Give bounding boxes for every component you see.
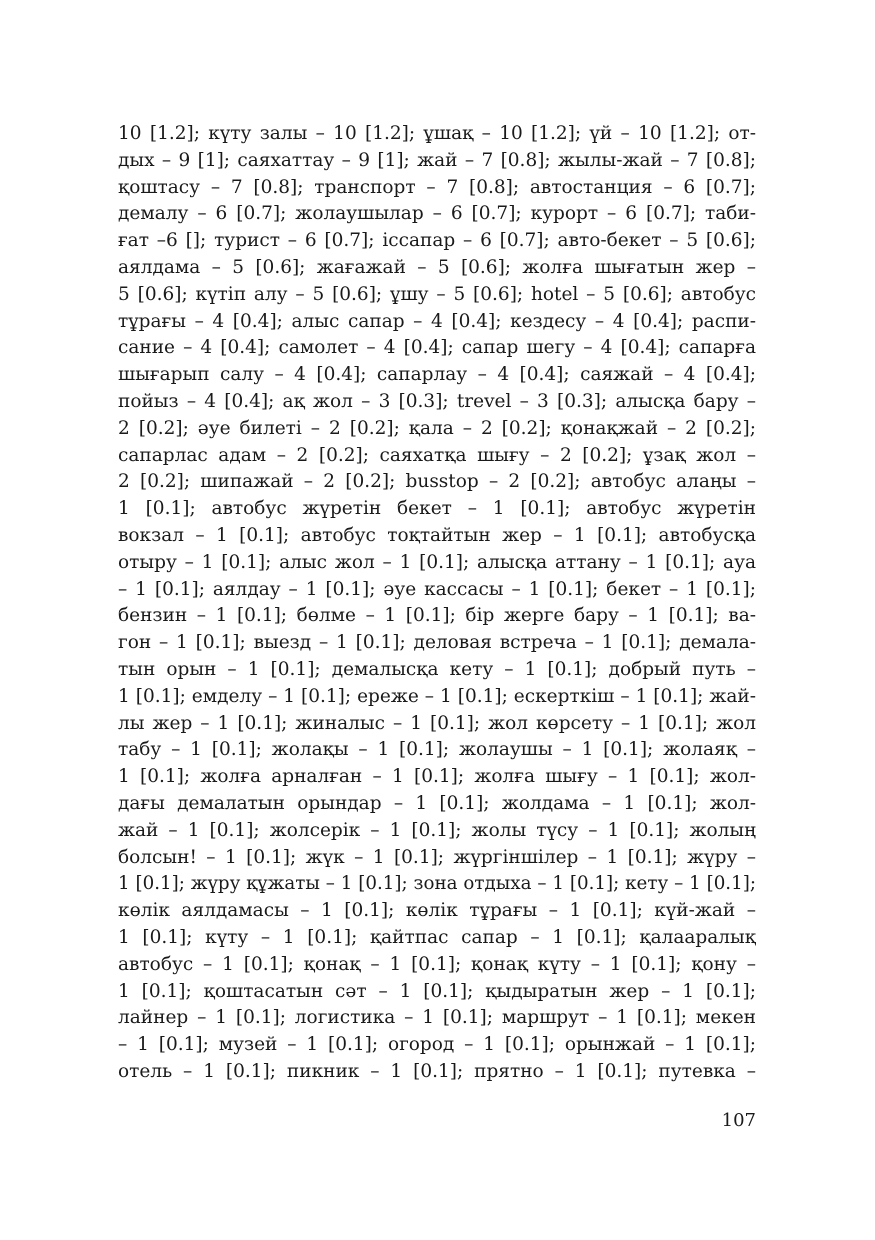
text-line: 2 [0.2]; әуе билеті – 2 [0.2]; қала – 2 [0.2]; қонақжай – 2 [0.2]; — [118, 417, 756, 439]
text-line: табу – 1 [0.1]; жолақы – 1 [0.1]; жолаушы – 1 [0.1]; жолаяқ – — [118, 739, 756, 761]
text-line: автобус – 1 [0.1]; қонақ – 1 [0.1]; қонақ күту – 1 [0.1]; қону – — [118, 953, 756, 975]
text-line: – 1 [0.1]; музей – 1 [0.1]; огород – 1 [0.1]; орынжай – 1 [0.1]; — [118, 1034, 756, 1056]
text-line: аялдама – 5 [0.6]; жағажай – 5 [0.6]; жолға шығатын жер – — [118, 256, 756, 278]
text-line: дағы демалатын орындар – 1 [0.1]; жолдама – 1 [0.1]; жол- — [118, 792, 756, 814]
body-text — [118, 121, 756, 1086]
text-line: лайнер – 1 [0.1]; логистика – 1 [0.1]; маршрут – 1 [0.1]; мекен — [118, 1007, 756, 1029]
page-number: 107 — [721, 1110, 756, 1131]
text-line: 1 [0.1]; күту – 1 [0.1]; қайтпас сапар – 1 [0.1]; қалааралық — [118, 926, 756, 948]
text-line: болсын! – 1 [0.1]; жүк – 1 [0.1]; жүргіншілер – 1 [0.1]; жүру – — [118, 846, 756, 868]
text-line: бензин – 1 [0.1]; бөлме – 1 [0.1]; бір жерге бару – 1 [0.1]; ва- — [118, 605, 756, 627]
text-line: тын орын – 1 [0.1]; демалысқа кету – 1 [0.1]; добрый путь – — [118, 658, 756, 680]
text-line: отыру – 1 [0.1]; алыс жол – 1 [0.1]; алысқа аттану – 1 [0.1]; ауа — [118, 551, 756, 573]
text-line: қоштасу – 7 [0.8]; транспорт – 7 [0.8]; автостанция – 6 [0.7]; — [118, 176, 756, 198]
text-line: 1 [0.1]; емделу – 1 [0.1]; ереже – 1 [0.1]; ескерткіш – 1 [0.1]; жай- — [118, 685, 756, 707]
text-line: сание – 4 [0.4]; самолет – 4 [0.4]; сапар шегу – 4 [0.4]; сапарға — [118, 337, 756, 359]
text-line: гон – 1 [0.1]; выезд – 1 [0.1]; деловая встреча – 1 [0.1]; демала- — [118, 632, 756, 654]
text-line: 1 [0.1]; автобус жүретін бекет – 1 [0.1]; автобус жүретін — [118, 498, 756, 520]
text-line: 2 [0.2]; шипажай – 2 [0.2]; busstop – 2 [0.2]; автобус алаңы – — [118, 471, 756, 493]
text-line: демалу – 6 [0.7]; жолаушылар – 6 [0.7]; курорт – 6 [0.7]; таби- — [118, 203, 756, 225]
text-line: 5 [0.6]; күтіп алу – 5 [0.6]; ұшу – 5 [0.6]; hotel – 5 [0.6]; автобус — [118, 283, 756, 305]
text-line: көлік аялдамасы – 1 [0.1]; көлік тұрағы – 1 [0.1]; күй-жай – — [118, 900, 756, 922]
text-line: сапарлас адам – 2 [0.2]; саяхатқа шығу – 2 [0.2]; ұзақ жол – — [118, 444, 756, 466]
text-line: вокзал – 1 [0.1]; автобус тоқтайтын жер – 1 [0.1]; автобусқа — [118, 524, 756, 546]
text-line: 10 [1.2]; күту залы – 10 [1.2]; ұшақ – 10 [1.2]; үй – 10 [1.2]; от- — [118, 123, 756, 144]
text-line: шығарып салу – 4 [0.4]; сапарлау – 4 [0.4]; саяжай – 4 [0.4]; — [118, 364, 756, 386]
text-line: тұрағы – 4 [0.4]; алыс сапар – 4 [0.4]; кездесу – 4 [0.4]; распи- — [118, 310, 756, 332]
text-line: отель – 1 [0.1]; пикник – 1 [0.1]; прятно – 1 [0.1]; путевка – — [118, 1060, 756, 1082]
text-line: лы жер – 1 [0.1]; жиналыс – 1 [0.1]; жол көрсету – 1 [0.1]; жол — [118, 712, 756, 734]
text-line: 1 [0.1]; қоштасатын сәт – 1 [0.1]; қыдыратын жер – 1 [0.1]; — [118, 980, 756, 1002]
text-line: – 1 [0.1]; аялдау – 1 [0.1]; әуе кассасы – 1 [0.1]; бекет – 1 [0.1]; — [118, 578, 756, 600]
text-line: пойыз – 4 [0.4]; ақ жол – 3 [0.3]; trevel – 3 [0.3]; алысқа бару – — [118, 390, 756, 412]
text-line: жай – 1 [0.1]; жолсерік – 1 [0.1]; жолы түсу – 1 [0.1]; жолың — [118, 819, 756, 841]
text-line: дых – 9 [1]; саяхаттау – 9 [1]; жай – 7 [0.8]; жылы-жай – 7 [0.8]; — [118, 149, 756, 171]
text-line: 1 [0.1]; жолға арналған – 1 [0.1]; жолға шығу – 1 [0.1]; жол- — [118, 766, 756, 788]
text-line: 1 [0.1]; жүру құжаты – 1 [0.1]; зона отдыха – 1 [0.1]; кету – 1 [0.1]; — [118, 873, 756, 895]
text-line: ғат –6 []; турист – 6 [0.7]; іссапар – 6 [0.7]; авто-бекет – 5 [0.6]; — [118, 230, 756, 252]
